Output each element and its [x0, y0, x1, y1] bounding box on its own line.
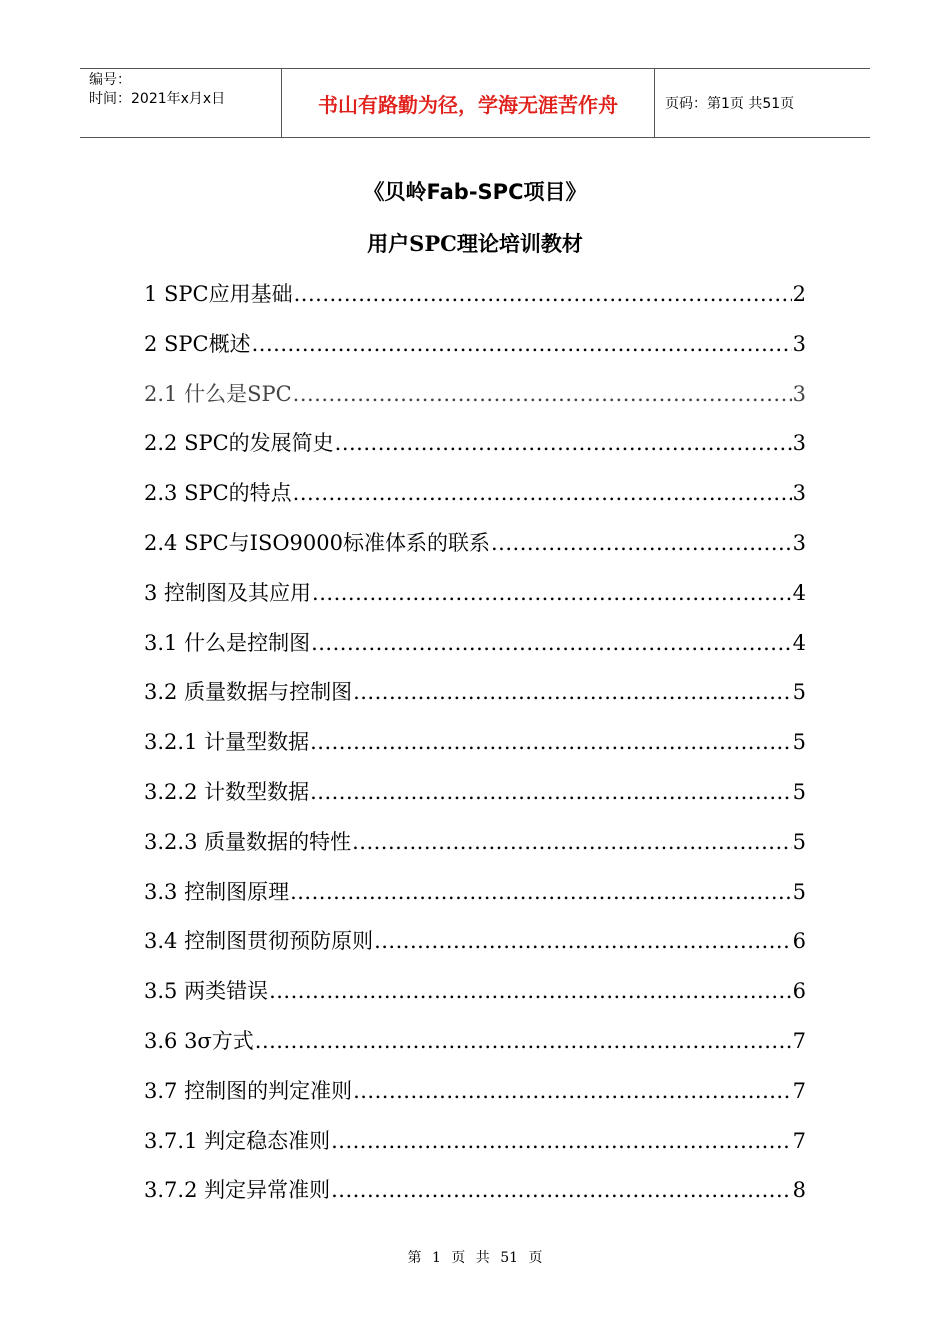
toc-entry[interactable]	[144, 876, 806, 926]
toc-leader-dots	[374, 929, 792, 953]
toc-entry-page: 5	[792, 829, 806, 854]
toc-entry-page: 8	[792, 1178, 806, 1203]
toc-entry-title: 2 SPC概述	[144, 331, 251, 356]
toc-entry[interactable]	[144, 776, 806, 826]
toc-leader-dots	[269, 979, 792, 1003]
toc-leader-dots	[252, 332, 792, 356]
toc-leader-dots	[310, 730, 792, 754]
toc-entry-title: 3 控制图及其应用	[144, 580, 312, 605]
toc-entry-title: 2.1 什么是SPC	[144, 381, 292, 406]
toc-leader-dots	[331, 1178, 792, 1202]
toc-entry-title: 3.7.2 判定异常准则	[144, 1178, 331, 1203]
toc-entry[interactable]	[144, 378, 806, 428]
toc-leader-dots	[312, 581, 792, 605]
toc-leader-dots	[352, 830, 792, 854]
toc-entry[interactable]	[144, 676, 806, 726]
toc-leader-dots	[335, 431, 792, 455]
toc-entry[interactable]	[144, 726, 806, 776]
toc-entry-page: 3	[792, 331, 806, 356]
toc-entry-title: 3.2.1 计量型数据	[144, 730, 310, 755]
toc-leader-dots	[294, 282, 792, 306]
number-label: 编号：	[89, 72, 131, 88]
toc-entry-title: 3.1 什么是控制图	[144, 630, 311, 655]
header-motto: 书山有路勤为径，学海无涯苦作舟	[282, 69, 655, 137]
date-label: 时间：2021年x月x日	[89, 91, 226, 107]
toc-entry[interactable]	[144, 1075, 806, 1125]
toc-entry-page: 4	[792, 580, 806, 605]
toc-entry[interactable]	[144, 477, 806, 527]
toc-entry-page: 4	[792, 630, 806, 655]
toc-entry-page: 5	[792, 680, 806, 705]
toc-entry[interactable]	[144, 1025, 806, 1075]
toc-entry-title: 3.3 控制图原理	[144, 879, 290, 904]
toc-entry[interactable]	[144, 427, 806, 477]
toc-entry-page: 7	[792, 1028, 806, 1053]
toc-entry[interactable]	[144, 925, 806, 975]
header-page-info: 页码：第1页 共51页	[665, 96, 795, 112]
toc-entry-page: 5	[792, 730, 806, 755]
toc-entry-page: 5	[792, 779, 806, 804]
toc-entry-page: 3	[792, 381, 806, 406]
toc-leader-dots	[353, 1079, 792, 1103]
toc-entry-page: 7	[792, 1128, 806, 1153]
toc-leader-dots	[255, 1029, 792, 1053]
toc-entry-title: 3.5 两类错误	[144, 979, 269, 1004]
toc-entry[interactable]	[144, 328, 806, 378]
document-title: 《贝岭Fab-SPC项目》	[363, 180, 587, 204]
toc-entry[interactable]	[144, 1125, 806, 1175]
toc-entry-page: 7	[792, 1078, 806, 1103]
toc-entry-page: 3	[792, 431, 806, 456]
toc-entry-title: 3.2.3 质量数据的特性	[144, 829, 352, 854]
toc-entry-title: 2.2 SPC的发展简史	[144, 431, 334, 456]
toc-leader-dots	[311, 631, 792, 655]
toc-entry-page: 6	[792, 929, 806, 954]
toc-leader-dots	[293, 481, 792, 505]
toc-entry-title: 2.3 SPC的特点	[144, 481, 292, 506]
toc-entry-title: 3.2 质量数据与控制图	[144, 680, 353, 705]
toc-entry-title: 3.4 控制图贯彻预防原则	[144, 929, 374, 954]
toc-entry-title: 3.2.2 计数型数据	[144, 779, 310, 804]
toc-entry[interactable]	[144, 975, 806, 1025]
toc-entry[interactable]	[144, 826, 806, 876]
toc-entry[interactable]	[144, 527, 806, 577]
toc-entry[interactable]	[144, 278, 806, 328]
toc-entry[interactable]	[144, 1174, 806, 1224]
toc-entry-title: 3.7 控制图的判定准则	[144, 1078, 353, 1103]
toc-entry[interactable]	[144, 577, 806, 627]
toc-entry-page: 3	[792, 530, 806, 555]
toc-leader-dots	[353, 680, 792, 704]
page-header	[80, 68, 870, 138]
page-footer: 第 1 页 共 51 页	[407, 1250, 543, 1266]
toc-entry-title: 1 SPC应用基础	[144, 282, 293, 306]
toc-leader-dots	[290, 880, 792, 904]
toc-leader-dots	[491, 531, 792, 555]
toc-entry[interactable]	[144, 627, 806, 677]
toc-entry-title: 2.4 SPC与ISO9000标准体系的联系	[144, 530, 490, 555]
header-meta	[80, 69, 282, 137]
toc-entry-page: 6	[792, 979, 806, 1004]
toc-entry-page: 2	[792, 282, 806, 306]
toc-entry-title: 3.6 3σ方式	[144, 1028, 254, 1053]
toc-entry-page: 3	[792, 481, 806, 506]
table-of-contents	[144, 278, 806, 1224]
toc-leader-dots	[331, 1129, 792, 1153]
toc-leader-dots	[293, 382, 792, 406]
document-subtitle: 用户SPC理论培训教材	[367, 231, 583, 256]
toc-entry-page: 5	[792, 879, 806, 904]
toc-entry-title: 3.7.1 判定稳态准则	[144, 1128, 331, 1153]
toc-leader-dots	[310, 780, 792, 804]
